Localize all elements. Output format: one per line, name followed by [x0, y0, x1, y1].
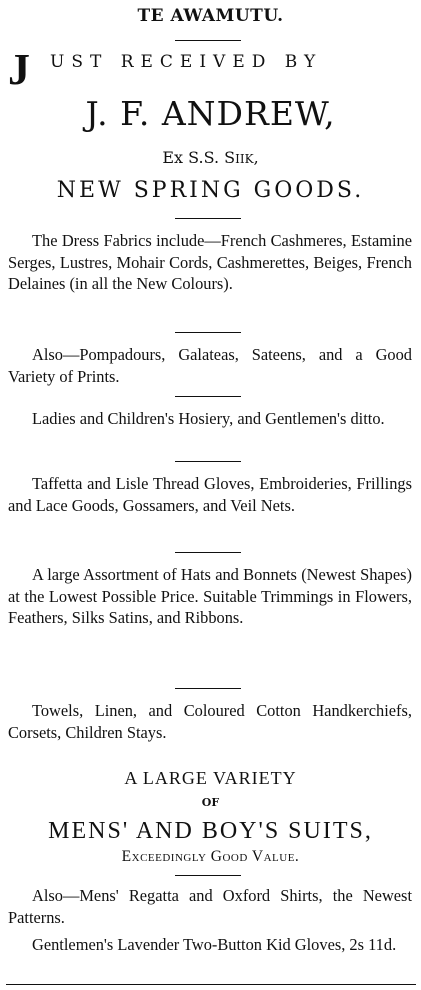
ship-suffix: ,	[253, 148, 259, 167]
divider-rule	[175, 40, 241, 41]
town-title: TE AWAMUTU.	[137, 6, 284, 26]
value-tagline: Exceedingly Good Value.	[121, 848, 300, 865]
divider-rule	[175, 688, 241, 689]
divider-rule	[175, 332, 241, 333]
paragraph-pompadours: Also—Pompadours, Galateas, Sateens, and a Good Variety of Prints.	[8, 345, 412, 386]
divider-rule	[175, 218, 241, 219]
ship-name-smallcaps: IIK	[235, 152, 254, 166]
divider-rule	[175, 461, 241, 462]
paragraph-hosiery: Ladies and Children's Hosiery, and Gentlemen's ditto.	[32, 409, 385, 428]
of-connector: OF	[201, 796, 220, 809]
paragraph-dress-fabrics: The Dress Fabrics include—French Cashmeres, Estamine Serges, Lustres, Mohair Cords, Cashmerettes, Beiges, French Delaines (in all the New Colours).	[8, 231, 412, 293]
drop-cap: J	[8, 45, 30, 94]
paragraph-towels: Towels, Linen, and Coloured Cotton Handkerchiefs, Corsets, Children Stays.	[8, 701, 412, 742]
paragraph-hats: A large Assortment of Hats and Bonnets (Newest Shapes) at the Lowest Possible Price. Suitable Trimmings in Flowers, Feathers, Silks Satins, and Ribbons.	[8, 565, 412, 627]
ship-prefix: Ex S.S. S	[162, 148, 236, 167]
received-by-line: UST RECEIVED BY	[50, 52, 323, 72]
bottom-rule	[6, 984, 416, 985]
suits-heading: MENS' AND BOY'S SUITS,	[48, 818, 373, 844]
divider-rule	[175, 875, 241, 876]
paragraph-kid-gloves: Gentlemen's Lavender Two-Button Kid Gloves, 2s 11d.	[32, 935, 397, 954]
ship-line	[0, 148, 421, 167]
merchant-name: J. F. ANDREW,	[85, 94, 336, 133]
paragraph-shirts: Also—Mens' Regatta and Oxford Shirts, the Newest Patterns.	[8, 886, 412, 927]
banner-heading: NEW SPRING GOODS.	[56, 178, 365, 203]
divider-rule	[175, 552, 241, 553]
divider-rule	[175, 396, 241, 397]
paragraph-gloves: Taffetta and Lisle Thread Gloves, Embroideries, Frillings and Lace Goods, Gossamers, and Veil Nets.	[8, 474, 412, 515]
variety-heading: A LARGE VARIETY	[124, 768, 297, 788]
